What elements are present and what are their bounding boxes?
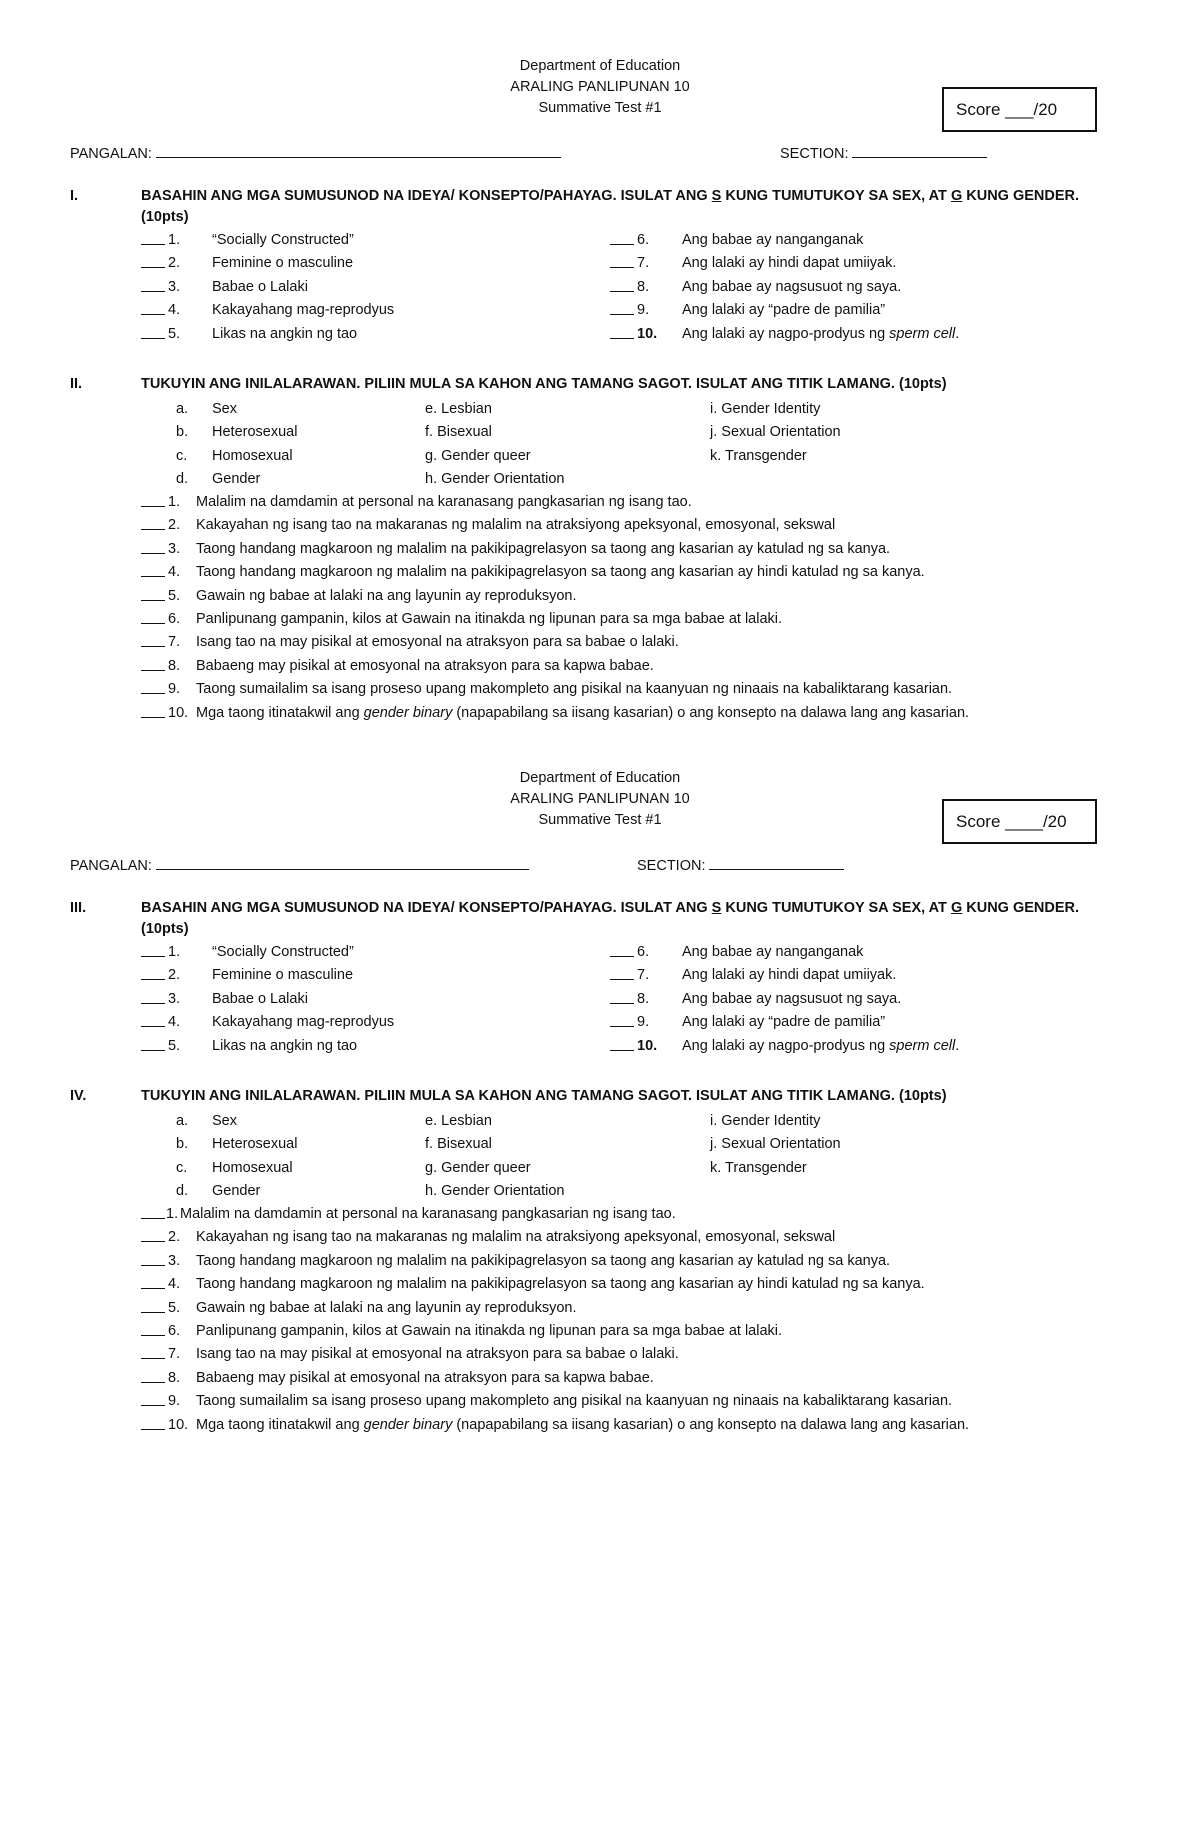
item-text: Babae o Lalaki	[212, 279, 308, 295]
item-number: 8.	[637, 279, 650, 295]
choice-letter: b.	[176, 1136, 189, 1152]
test-title: Summative Test #1	[538, 812, 662, 828]
item-number: 10.	[637, 326, 658, 342]
choice-letter: b.	[176, 424, 189, 440]
item-text-italic: sperm cell	[889, 326, 956, 342]
part-number: II.	[70, 376, 83, 392]
answer-blank[interactable]	[141, 232, 165, 245]
item-text-end: (napapabilang sa iisang kasarian) o ang konsepto na dalawa lang ang kasarian.	[452, 704, 970, 721]
item-text-italic: sperm cell	[889, 1038, 956, 1054]
department-title: Department of Education	[519, 58, 681, 74]
item-number: 8.	[637, 991, 650, 1007]
item-number: 1.	[168, 944, 181, 960]
item-text	[196, 1253, 890, 1269]
section-label: SECTION:	[780, 146, 849, 162]
item-number: 8.	[168, 1369, 181, 1386]
item-text: Feminine o masculine	[212, 255, 354, 271]
choice-text: k. Transgender	[710, 448, 807, 464]
answer-blank[interactable]	[610, 991, 634, 1004]
item-text	[196, 1276, 925, 1292]
instruction-g: G	[950, 188, 963, 204]
test-title: Summative Test #1	[538, 100, 662, 116]
answer-blank[interactable]	[141, 1014, 165, 1027]
answer-blank[interactable]	[141, 255, 165, 268]
item-number: 2.	[168, 967, 181, 983]
item-text-main: Malalim na damdamin at personal na karanasang pangkasarian ng isang tao.	[196, 494, 692, 510]
choice-text: f. Bisexual	[425, 424, 492, 440]
instruction-text: BASAHIN ANG MGA SUMUSUNOD NA IDEYA/ KONSEPTO/PAHAYAG. ISULAT ANG	[141, 188, 712, 204]
item-text	[196, 588, 576, 604]
section-field[interactable]	[709, 857, 844, 870]
part-number: IV.	[70, 1088, 87, 1104]
part-instruction: TUKUYIN ANG INILALARAWAN. PILIIN MULA SA KAHON ANG TAMANG SAGOT. ISULAT ANG TITIK LAMANG. (10pts)	[141, 1088, 947, 1104]
choice-text: Heterosexual	[212, 424, 298, 440]
item-number: 5.	[168, 1299, 181, 1316]
item-number: 7.	[637, 967, 650, 983]
item-text	[180, 1206, 676, 1222]
item-number: 2.	[168, 1229, 181, 1246]
answer-blank[interactable]	[141, 944, 165, 957]
subject-title: ARALING PANLIPUNAN 10	[510, 79, 690, 95]
item-number: 4.	[168, 1014, 181, 1030]
choice-text: k. Transgender	[710, 1160, 807, 1176]
answer-blank[interactable]	[141, 1276, 165, 1289]
instruction-text: BASAHIN ANG MGA SUMUSUNOD NA IDEYA/ KONSEPTO/PAHAYAG. ISULAT ANG	[141, 900, 712, 916]
answer-blank[interactable]	[610, 255, 634, 268]
answer-blank[interactable]	[141, 967, 165, 980]
section-line	[780, 145, 987, 162]
item-text-main: Mga taong itinatakwil ang	[196, 1416, 364, 1433]
item-number: 9.	[168, 681, 181, 698]
item-number: 7.	[168, 1346, 181, 1363]
item-number: 5.	[168, 1038, 181, 1054]
item-text-main: Ang lalaki ay “padre de pamilia”	[682, 302, 886, 318]
department-title: Department of Education	[519, 770, 681, 786]
item-number: 6.	[168, 1323, 181, 1339]
item-text	[682, 326, 959, 342]
part-instruction	[141, 188, 1079, 204]
item-number: 9.	[637, 1014, 650, 1030]
item-text	[682, 991, 901, 1007]
item-text	[196, 1417, 969, 1433]
answer-blank[interactable]	[141, 991, 165, 1004]
item-text-main: Ang lalaki ay hindi dapat umiiyak.	[682, 255, 897, 271]
item-text	[196, 1393, 952, 1409]
choice-text: i. Gender Identity	[710, 1113, 821, 1129]
answer-blank[interactable]	[141, 302, 165, 315]
points: (10pts)	[141, 209, 189, 225]
choice-text: Homosexual	[212, 448, 293, 464]
choice-letter: d.	[176, 471, 189, 487]
answer-blank[interactable]	[141, 517, 165, 530]
answer-blank[interactable]	[610, 232, 634, 245]
choice-text: g. Gender queer	[425, 448, 531, 464]
item-text-main: Malalim na damdamin at personal na karanasang pangkasarian ng isang tao.	[180, 1206, 676, 1222]
answer-blank[interactable]	[610, 1038, 634, 1051]
item-text	[196, 681, 952, 697]
item-text-main: Babaeng may pisikal at emosyonal na atraksyon para sa kapwa babae.	[196, 1369, 654, 1386]
item-text-italic: gender binary	[363, 704, 453, 721]
item-text-main: Taong sumailalim sa isang proseso upang makompleto ang pisikal na kaanyuan ng ninaais na kabaliktarang kasarian.	[196, 681, 953, 698]
item-text-main: Panlipunang gampanin, kilos at Gawain na itinakda ng lipunan para sa mga babae at lalaki.	[196, 611, 783, 627]
choice-text: g. Gender queer	[425, 1160, 531, 1176]
item-number: 7.	[168, 634, 181, 651]
answer-blank[interactable]	[141, 658, 165, 671]
item-text	[196, 541, 890, 557]
choice-text: Sex	[212, 1113, 237, 1129]
item-text: “Socially Constructed”	[212, 232, 354, 248]
answer-blank[interactable]	[610, 1014, 634, 1027]
choice-text: e. Lesbian	[425, 401, 492, 417]
item-number: 3.	[168, 279, 181, 295]
item-text	[682, 232, 863, 248]
points: (10pts)	[141, 921, 189, 937]
item-number: 6.	[637, 944, 650, 960]
item-number: 4.	[168, 1276, 181, 1293]
item-number: 1.	[168, 232, 181, 248]
item-text	[682, 255, 896, 271]
item-text-main: Gawain ng babae at lalaki na ang layunin ay reproduksyon.	[196, 1299, 577, 1316]
item-text-end: .	[955, 1038, 960, 1054]
item-text-main: Isang tao na may pisikal at emosyonal na atraksyon para sa babae o lalaki.	[196, 1346, 679, 1363]
item-text: Kakayahang mag-reprodyus	[212, 1014, 395, 1030]
choice-letter: c.	[176, 1160, 188, 1176]
item-text: Likas na angkin ng tao	[212, 326, 358, 342]
item-number: 1.	[168, 494, 181, 510]
item-text	[196, 564, 925, 580]
item-text	[682, 1014, 885, 1030]
item-text	[196, 1346, 679, 1362]
item-text-main: Taong handang magkaroon ng malalim na pakikipagrelasyon sa taong ang kasarian ay katulad ng sa kanya.	[196, 540, 891, 557]
item-text-main: Mga taong itinatakwil ang	[196, 704, 364, 721]
choice-text: e. Lesbian	[425, 1113, 492, 1129]
item-text-main: Babaeng may pisikal at emosyonal na atraksyon para sa kapwa babae.	[196, 657, 654, 674]
instruction-s: S	[711, 900, 722, 916]
item-text	[682, 1038, 959, 1054]
choice-text: j. Sexual Orientation	[710, 424, 841, 440]
item-text	[682, 967, 896, 983]
item-number: 8.	[168, 657, 181, 674]
test-copy	[0, 0, 1200, 721]
answer-blank[interactable]	[141, 1253, 165, 1266]
answer-blank[interactable]	[141, 326, 165, 339]
answer-blank[interactable]	[141, 611, 165, 624]
answer-blank[interactable]	[141, 1229, 165, 1242]
part-number: I.	[70, 188, 79, 204]
item-text-main: Ang lalaki ay “padre de pamilia”	[682, 1014, 886, 1030]
instruction-text: KUNG TUMUTUKOY SA SEX, AT	[721, 188, 951, 204]
choice-text: f. Bisexual	[425, 1136, 492, 1152]
score-box: Score ____/20	[942, 799, 1097, 844]
item-number: 1.	[166, 1206, 179, 1222]
item-text	[196, 1229, 835, 1245]
instruction-text: KUNG GENDER.	[962, 900, 1080, 916]
item-text	[682, 279, 901, 295]
answer-blank[interactable]	[610, 944, 634, 957]
item-number: 10.	[168, 1416, 189, 1433]
item-number: 10.	[168, 704, 189, 721]
instruction-text: KUNG GENDER.	[962, 188, 1080, 204]
instruction-g: G	[950, 900, 963, 916]
answer-blank[interactable]	[141, 588, 165, 601]
item-number: 6.	[637, 232, 650, 248]
item-text	[196, 1370, 654, 1386]
choice-letter: a.	[176, 401, 189, 417]
item-text-main: Taong handang magkaroon ng malalim na pakikipagrelasyon sa taong ang kasarian ay hindi katulad ng sa kanya.	[196, 564, 925, 581]
subject-title: ARALING PANLIPUNAN 10	[510, 791, 690, 807]
item-text-main: Kakayahan ng isang tao na makaranas ng malalim na atraksiyong apeksyonal, emosyonal, sekswal	[196, 517, 836, 534]
choice-letter: a.	[176, 1113, 189, 1129]
choice-text: Heterosexual	[212, 1136, 298, 1152]
item-text: Likas na angkin ng tao	[212, 1038, 358, 1054]
choice-text: Gender	[212, 471, 261, 487]
part-number: III.	[70, 900, 87, 916]
choice-text: i. Gender Identity	[710, 401, 821, 417]
item-text: Feminine o masculine	[212, 967, 354, 983]
answer-blank[interactable]	[141, 279, 165, 292]
answer-blank[interactable]	[141, 541, 165, 554]
item-text	[196, 658, 654, 674]
item-text	[196, 494, 692, 510]
item-number: 9.	[168, 1393, 181, 1410]
item-text-main: Taong sumailalim sa isang proseso upang makompleto ang pisikal na kaanyuan ng ninaais na kabaliktarang kasarian.	[196, 1393, 953, 1410]
item-text-end: (napapabilang sa iisang kasarian) o ang konsepto na dalawa lang ang kasarian.	[452, 1416, 970, 1433]
item-text: “Socially Constructed”	[212, 944, 354, 960]
choice-text: h. Gender Orientation	[425, 1183, 565, 1199]
part-instruction	[141, 900, 1079, 916]
answer-blank[interactable]	[610, 302, 634, 315]
answer-blank[interactable]	[141, 494, 165, 507]
choice-text: j. Sexual Orientation	[710, 1136, 841, 1152]
instruction-text: KUNG TUMUTUKOY SA SEX, AT	[721, 900, 951, 916]
item-number: 4.	[168, 564, 181, 581]
answer-blank[interactable]	[141, 1417, 165, 1430]
name-label: PANGALAN:	[70, 858, 152, 874]
item-text-main: Ang babae ay nanganganak	[682, 232, 864, 248]
item-text-main: Ang babae ay nagsusuot ng saya.	[682, 279, 902, 295]
item-number: 7.	[637, 255, 650, 271]
answer-blank[interactable]	[141, 1206, 165, 1219]
item-text	[196, 611, 782, 627]
choice-text: Gender	[212, 1183, 261, 1199]
item-text	[682, 302, 885, 318]
item-text: Kakayahang mag-reprodyus	[212, 302, 395, 318]
item-number: 2.	[168, 255, 181, 271]
item-text-main: Ang babae ay nanganganak	[682, 944, 864, 960]
section-label: SECTION:	[637, 858, 706, 874]
item-text	[196, 634, 679, 650]
answer-blank[interactable]	[610, 279, 634, 292]
item-text-main: Isang tao na may pisikal at emosyonal na atraksyon para sa babae o lalaki.	[196, 634, 679, 651]
item-number: 9.	[637, 302, 650, 318]
choice-letter: d.	[176, 1183, 189, 1199]
part-instruction: TUKUYIN ANG INILALARAWAN. PILIIN MULA SA KAHON ANG TAMANG SAGOT. ISULAT ANG TITIK LAMANG. (10pts)	[141, 376, 947, 392]
item-number: 2.	[168, 517, 181, 534]
item-number: 5.	[168, 326, 181, 342]
answer-blank[interactable]	[141, 1346, 165, 1359]
choice-text: Sex	[212, 401, 237, 417]
score-box: Score ___/20	[942, 87, 1097, 132]
item-text-main: Taong handang magkaroon ng malalim na pakikipagrelasyon sa taong ang kasarian ay hindi katulad ng sa kanya.	[196, 1276, 925, 1293]
item-text-main: Ang babae ay nagsusuot ng saya.	[682, 991, 902, 1007]
choice-text: Homosexual	[212, 1160, 293, 1176]
item-text-end: .	[955, 326, 960, 342]
choice-letter: c.	[176, 448, 188, 464]
item-number: 3.	[168, 991, 181, 1007]
choice-text: h. Gender Orientation	[425, 471, 565, 487]
item-text-main: Ang lalaki ay hindi dapat umiiyak.	[682, 967, 897, 983]
item-number: 3.	[168, 540, 181, 557]
name-label: PANGALAN:	[70, 146, 152, 162]
item-text-italic: gender binary	[363, 1416, 453, 1433]
item-text-main: Taong handang magkaroon ng malalim na pakikipagrelasyon sa taong ang kasarian ay katulad ng sa kanya.	[196, 1252, 891, 1269]
item-text	[196, 1323, 782, 1339]
name-field[interactable]	[156, 145, 561, 158]
test-copy	[0, 712, 1200, 1433]
item-text	[196, 517, 835, 533]
answer-blank[interactable]	[141, 681, 165, 694]
item-text-main: Panlipunang gampanin, kilos at Gawain na itinakda ng lipunan para sa mga babae at lalaki.	[196, 1323, 783, 1339]
item-number: 5.	[168, 587, 181, 604]
item-number: 10.	[637, 1038, 658, 1054]
item-number: 3.	[168, 1252, 181, 1269]
name-line	[70, 145, 561, 162]
item-text	[196, 1300, 576, 1316]
answer-blank[interactable]	[141, 1370, 165, 1383]
answer-blank[interactable]	[141, 1300, 165, 1313]
answer-blank[interactable]	[141, 564, 165, 577]
answer-blank[interactable]	[141, 634, 165, 647]
answer-blank[interactable]	[610, 967, 634, 980]
item-text-main: Kakayahan ng isang tao na makaranas ng malalim na atraksiyong apeksyonal, emosyonal, sekswal	[196, 1229, 836, 1246]
name-field[interactable]	[156, 857, 529, 870]
instruction-s: S	[711, 188, 722, 204]
item-text	[682, 944, 863, 960]
item-text: Babae o Lalaki	[212, 991, 308, 1007]
answer-blank[interactable]	[141, 1323, 165, 1336]
answer-blank[interactable]	[141, 1393, 165, 1406]
item-number: 4.	[168, 302, 181, 318]
item-text-main: Ang lalaki ay nagpo-prodyus ng	[682, 1038, 890, 1054]
item-text-main: Gawain ng babae at lalaki na ang layunin ay reproduksyon.	[196, 587, 577, 604]
section-field[interactable]	[852, 145, 987, 158]
answer-blank[interactable]	[610, 326, 634, 339]
section-line	[637, 857, 844, 874]
item-number: 6.	[168, 611, 181, 627]
answer-blank[interactable]	[141, 1038, 165, 1051]
item-text-main: Ang lalaki ay nagpo-prodyus ng	[682, 326, 890, 342]
name-line	[70, 857, 529, 874]
